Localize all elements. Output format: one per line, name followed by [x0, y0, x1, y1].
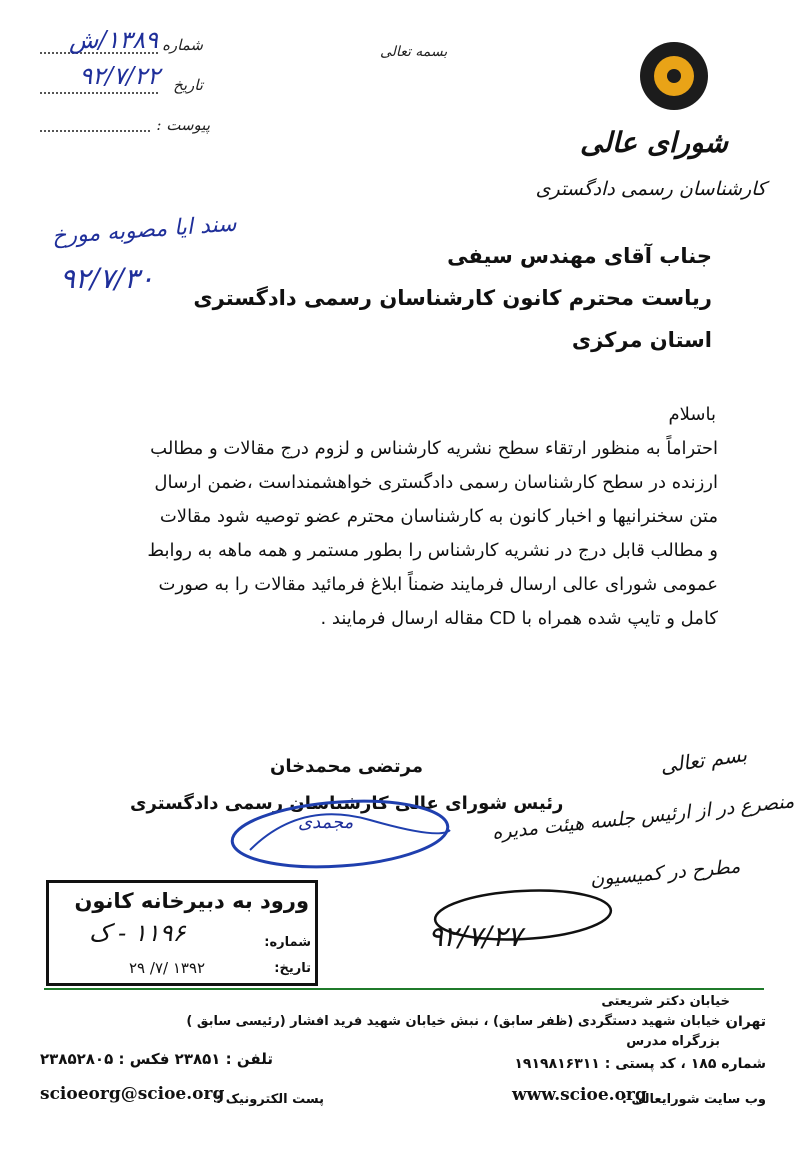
letter-body [90, 432, 718, 636]
footer-website-label: وب سایت شورایعالی : [621, 1092, 766, 1107]
right-note-line1: بسم تعالی [658, 742, 749, 778]
addressee-line3: استان مرکزی [571, 328, 712, 352]
margin-note-line2: ۹۲/۷/۳۰ [60, 262, 155, 295]
footer-city: تهران [726, 1014, 766, 1030]
footer-divider [44, 988, 764, 990]
addressee-line1: جناب آقای مهندس سیفی [447, 244, 712, 268]
body-line-5: عمومی شورای عالی ارسال فرمایند ضمناً ابلاغ فرمائید مقالات را به صورت [158, 574, 718, 595]
footer-street-top: خیابان دکتر شریعتی [601, 994, 730, 1009]
attachment-dotted-line [40, 130, 150, 132]
stamp-date-value: ۱۳۹۲ /۷/ ۲۹ [129, 959, 206, 977]
org-title: شورای عالی [580, 126, 728, 159]
signature-scribble-icon [220, 790, 460, 880]
date-handwritten: ۹۲/۷/۲۲ [79, 62, 160, 90]
emblem-center-icon [667, 69, 681, 83]
body-line-4: و مطالب قابل درج در نشریه کارشناس را بطور مستمر و همه ماهه به روابط [147, 540, 718, 561]
right-note-line2: منصرع در از ارئیس جلسه هیئت مدیره [491, 790, 796, 844]
signatory-position: رئیس شورای عالی کارشناسان رسمی دادگستری [130, 793, 564, 814]
number-label: شماره [162, 36, 203, 54]
stamp-number-value: ۱۱۹۶ - ک [89, 919, 186, 947]
org-subtitle: کارشناسان رسمی دادگستری [535, 178, 766, 200]
body-line-3: متن سخنرانیها و اخبار کانون به کارشناسان محترم عضو توصیه شود مقالات [159, 506, 718, 527]
footer-email-link[interactable]: scioeorg@scioe.org [40, 1084, 225, 1104]
signature-handwritten: مجمدی [298, 812, 354, 833]
footer-website-link[interactable]: www.scioe.org [512, 1085, 647, 1105]
stamp-number-label: شماره: [264, 935, 311, 950]
stamp-title: ورود به دبیرخانه کانون [74, 889, 309, 913]
attachment-label: پیوست : [156, 116, 210, 134]
right-note-date: ۹۲/۷/۲۷ [428, 920, 523, 953]
number-handwritten: ۱۳۸۹/ش [69, 26, 158, 54]
greeting: باسلام [668, 404, 716, 425]
council-emblem-icon [640, 42, 708, 110]
margin-note-line1: سند ایا مصوبه مورخ [51, 211, 238, 250]
body-line-1: احتراماً به منظور ارتقاء سطح نشریه کارشناس و لزوم درج مقالات و مطالب [150, 438, 718, 459]
date-label: تاریخ [173, 76, 203, 94]
body-line-2: ارزنده در سطح کارشناسان رسمی دادگستری خواهشمنداست ،ضمن ارسال [154, 472, 718, 493]
date-dotted-line [40, 92, 158, 94]
footer-email-label: پست الکترونیک : [216, 1092, 324, 1107]
footer-phone-fax: تلفن : ۲۳۸۵۱ فکس : ۲۳۸۵۲۸۰۵ [40, 1050, 273, 1068]
secretariat-stamp [46, 880, 318, 986]
addressee-line2: ریاست محترم کانون کارشناسان رسمی دادگستری [193, 286, 712, 310]
signatory-name: مرتضی محمدخان [270, 756, 423, 777]
stamp-date-label: تاریخ: [274, 961, 311, 976]
right-note-line3: مطرح در کمیسیون [589, 855, 742, 891]
basmala: بسمه تعالی [380, 44, 448, 60]
body-line-6: کامل و تایپ شده همراه با CD مقاله ارسال فرمایند . [320, 608, 718, 629]
footer-street-bottom: بزرگراه مدرس [626, 1034, 720, 1049]
footer-street-main: ، خیابان شهید دستگردی (ظفر سابق) ، نبش خیابان شهید فرید افشار (رئیسی سابق ) [186, 1014, 730, 1029]
footer-number-postal: شماره ۱۸۵ ، کد پستی : ۱۹۱۹۸۱۶۳۱۱ [514, 1056, 766, 1072]
